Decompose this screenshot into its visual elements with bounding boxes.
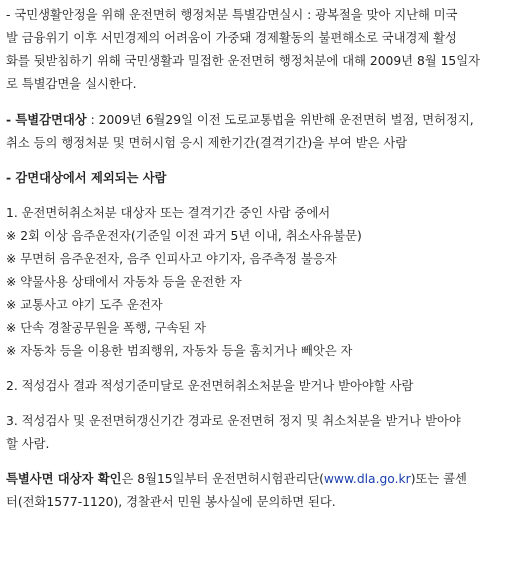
excluded-heading: - 감면대상에서 제외되는 사람 xyxy=(6,171,167,185)
excluded-item: ※ 교통사고 야기 도주 운전자 xyxy=(6,298,163,312)
confirm-text: 은 8월15일부터 운전면허시험관리단( xyxy=(121,472,324,486)
intro-line: 로 특별감면을 실시한다. xyxy=(6,77,137,91)
target-paragraph xyxy=(6,109,508,155)
intro-paragraph xyxy=(6,4,508,96)
excluded-item: ※ 무면허 음주운전자, 음주 인피사고 야기자, 음주측정 불응자 xyxy=(6,252,337,266)
confirm-text-tail: )또는 콜센 xyxy=(410,472,467,486)
confirm-label: 특별사면 대상자 확인 xyxy=(6,472,122,486)
excluded-group3-line1: 3. 적성검사 및 운전면허갱신기간 경과로 운전면허 정지 및 취소처분을 받거나 받아야 xyxy=(6,414,461,428)
confirm-paragraph xyxy=(6,468,508,514)
intro-line: 발 금융위기 이후 서민경제의 어려움이 가중돼 경제활동의 불편해소로 국내경제 활성 xyxy=(6,31,457,45)
confirm-line2: 터(전화1577-1120), 경찰관서 민원 봉사실에 문의하면 된다. xyxy=(6,495,336,509)
excluded-item: ※ 약물사용 상태에서 자동차 등을 운전한 자 xyxy=(6,275,242,289)
excluded-item: ※ 자동차 등을 이용한 범죄행위, 자동차 등을 훔치거나 빼앗은 자 xyxy=(6,344,353,358)
excluded-group1-title: 1. 운전면허취소처분 대상자 또는 결격기간 중인 사람 중에서 xyxy=(6,206,331,220)
intro-line: 화를 뒷받침하기 위해 국민생활과 밀접한 운전면허 행정처분에 대해 2009년 8월 15일자 xyxy=(6,54,480,68)
intro-line: - 국민생활안정을 위해 운전면허 행정처분 특별감면실시 : 광복절을 맞아 지난해 미국 xyxy=(6,8,458,22)
excluded-group2: 2. 적성검사 결과 적성기준미달로 운전면허취소처분을 받거나 받아야할 사람 xyxy=(6,379,414,393)
target-text-line2: 취소 등의 행정처분 및 면허시험 응시 제한기간(결격기간)을 부여 받은 사람 xyxy=(6,136,408,150)
excluded-item: ※ 단속 경찰공무원을 폭행, 구속된 자 xyxy=(6,321,207,335)
target-label: - 특별감면대상 xyxy=(6,113,87,127)
dla-link[interactable]: www.dla.go.kr xyxy=(323,472,411,486)
target-text: : 2009년 6월29일 이전 도로교통법을 위반해 운전면허 벌점, 면허정지, xyxy=(86,113,474,127)
excluded-group3-line2: 할 사람. xyxy=(6,437,50,451)
excluded-section xyxy=(6,167,508,456)
excluded-item: ※ 2회 이상 음주운전자(기준일 이전 과거 5년 이내, 취소사유불문) xyxy=(6,229,362,243)
